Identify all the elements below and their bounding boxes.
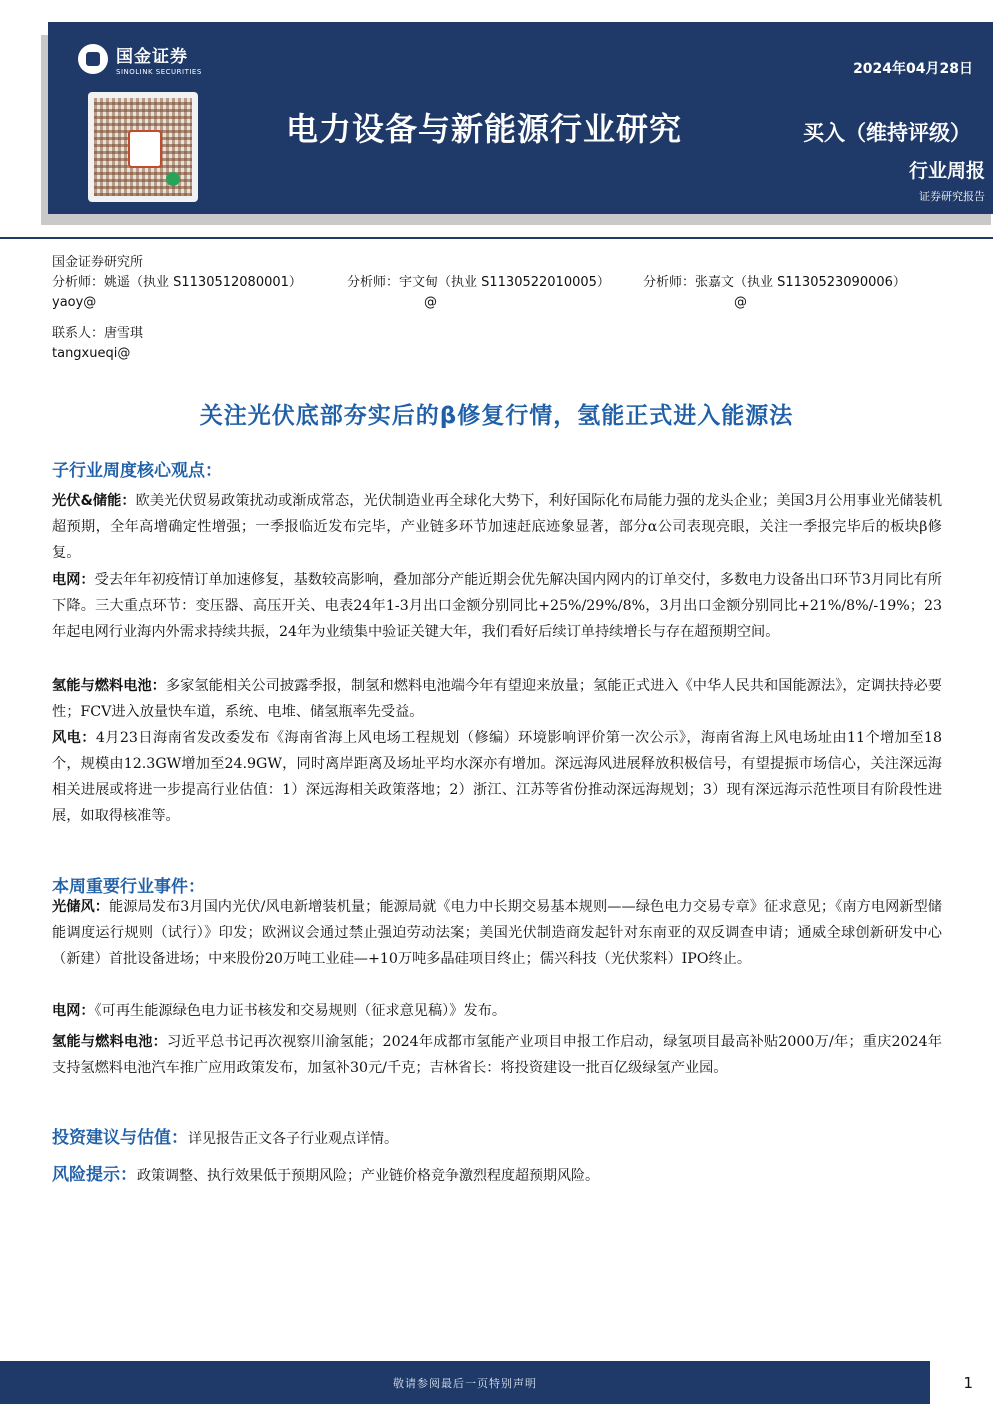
contact-label: 联系人：唐雪琪 — [52, 326, 144, 341]
core-view-pv-storage — [52, 488, 942, 566]
rating: 买入（维持评级） — [803, 121, 971, 145]
investment-text: 详见报告正文各子行业观点详情。 — [188, 1131, 398, 1147]
analyst-2: 分析师：宇文甸（执业 S1130522010005） — [347, 275, 610, 290]
event-grid-text: 《可再生能源绿色电力证书核发和交易规则（征求意见稿）》发布。 — [94, 1003, 507, 1019]
report-date: 2024年04月28日 — [853, 61, 973, 77]
logo-name-en: SINOLINK SECURITIES — [116, 68, 202, 76]
risk-label: 风险提示： — [52, 1165, 137, 1185]
company-logo — [78, 42, 202, 76]
analyst-3: 分析师：张嘉文（执业 S1130523090006） — [643, 275, 906, 290]
event-hydrogen — [52, 1029, 942, 1081]
qr-code — [88, 92, 198, 202]
risk-text: 政策调整、执行效果低于预期风险；产业链价格竞争激烈程度超预期风险。 — [137, 1168, 599, 1184]
event-pv-wind-label: 光储风： — [52, 899, 109, 915]
investment-label: 投资建议与估值： — [52, 1128, 188, 1148]
core-view-wind-label: 风电： — [52, 730, 96, 746]
footer-disclaimer: 敬请参阅最后一页特别声明 — [393, 1377, 537, 1390]
analyst-row — [52, 273, 906, 293]
event-grid-label: 电网： — [52, 1003, 95, 1019]
core-view-grid-label: 电网： — [52, 572, 95, 588]
report-main-title: 关注光伏底部夯实后的β修复行情，氢能正式进入能源法 — [199, 403, 794, 429]
investment-advice — [52, 1123, 398, 1148]
qr-mini-program-icon — [166, 172, 180, 186]
core-view-pv-label: 光伏&储能： — [52, 493, 136, 509]
core-views-heading: 子行业周度核心观点： — [52, 461, 222, 481]
core-view-wind-text: 4月23日海南省发改委发布《海南省海上风电场工程规划（修编）环境影响评价第一次公示》，海南省海上风电场址由11个增加至18个，规模由12.3GW增加至24.9GW，同时离岸距离及场址平均水深亦有增加。深远海风进展释放积极信号，有望提振市场信心，关注深远海相关进展或将进一步提高行业估值：1）深远海相关政策落地；2）浙江、江苏等省份推动深远海规划；3）现有深远海示范性项目有阶段性进展，如取得核准等。 — [52, 730, 942, 824]
core-view-hydrogen — [52, 673, 942, 725]
event-hydrogen-label: 氢能与燃料电池： — [52, 1034, 168, 1050]
core-view-pv-text: 欧美光伏贸易政策扰动或渐成常态，光伏制造业再全球化大势下，利好国际化布局能力强的龙头企业；美国3月公用事业光储装机超预期，全年高增确定性增强；一季报临近发布完毕，产业链多环节加速赶底迹象显著，部分α公司表现亮眼，关注一季报完毕后的板块β修复。 — [52, 493, 943, 561]
report-type: 行业周报 — [908, 160, 985, 182]
events-heading: 本周重要行业事件： — [52, 877, 205, 897]
logo-mark-icon — [78, 44, 108, 74]
analyst-2-email[interactable]: @ — [424, 295, 437, 310]
core-view-grid — [52, 567, 942, 645]
analyst-email-row — [52, 293, 906, 313]
contact-email[interactable]: tangxueqi@ — [52, 346, 131, 361]
core-view-grid-text: 受去年年初疫情订单加速修复，基数较高影响，叠加部分产能近期会优先解决国内网内的订单交付，多数电力设备出口环节3月同比有所下降。三大重点环节：变压器、高压开关、电表24年1-3月出口金额分别同比+25%/29%/8%，3月出口金额分别同比+21%/8%/-19%；23年起电网行业海内外需求持续共振，24年为业绩集中验证关键大年，我们看好后续订单持续增长与存在超预期空间。 — [52, 572, 942, 640]
qr-center-logo-icon — [128, 130, 162, 168]
analyst-3-email[interactable]: @ — [734, 295, 747, 310]
core-view-hydrogen-label: 氢能与燃料电池： — [52, 678, 166, 694]
analyst-block — [52, 253, 906, 364]
analyst-1-email[interactable]: yaoy@ — [52, 295, 97, 310]
core-view-wind — [52, 725, 942, 829]
event-grid — [52, 998, 942, 1024]
event-hydrogen-text: 习近平总书记再次视察川渝氢能；2024年成都市氢能产业项目申报工作启动，绿氢项目最高补贴2000万/年；重庆2024年支持氢燃料电池汽车推广应用政策发布，加氢补30元/千克；吉林省长：将投资建设一批百亿级绿氢产业园。 — [52, 1034, 942, 1076]
institute-name: 国金证券研究所 — [52, 255, 144, 270]
risk-warning — [52, 1160, 599, 1185]
logo-name-cn: 国金证券 — [116, 47, 188, 67]
header-divider — [0, 237, 993, 239]
core-view-hydrogen-text: 多家氢能相关公司披露季报，制氢和燃料电池端今年有望迎来放量；氢能正式进入《中华人民共和国能源法》，定调扶持必要性；FCV进入放量快车道，系统、电堆、储氢瓶率先受益。 — [52, 678, 942, 720]
report-subtype: 证券研究报告 — [919, 190, 985, 203]
footer-bar — [0, 1361, 930, 1404]
analyst-1: 分析师：姚遥（执业 S1130512080001） — [52, 275, 302, 290]
report-industry-title: 电力设备与新能源行业研究 — [286, 110, 683, 148]
report-header — [48, 22, 993, 214]
page-number: 1 — [963, 1374, 973, 1392]
event-pv-wind-text: 能源局发布3月国内光伏/风电新增装机量；能源局就《电力中长期交易基本规则——绿色电力交易专章》征求意见；《南方电网新型储能调度运行规则（试行）》印发；欧洲议会通过禁止强迫劳动法案；美国光伏制造商发起针对东南亚的双反调查申请；通威全球创新研发中心（新建）首批设备进场；中来股份20万吨工业硅—+10万吨多晶硅项目终止；儒兴科技（光伏浆料）IPO终止。 — [52, 899, 942, 967]
event-pv-wind — [52, 894, 942, 972]
